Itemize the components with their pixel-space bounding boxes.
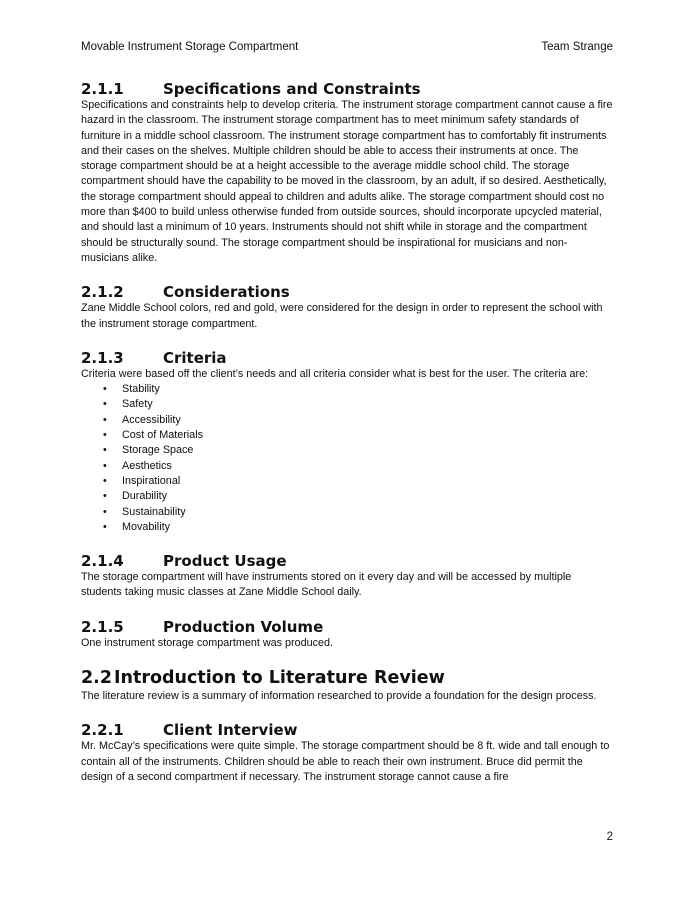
section-number: 2.1.3	[81, 348, 124, 367]
section-body: The literature review is a summary of information researched to provide a foundation for the design process.	[81, 690, 597, 703]
list-item: • Sustainability	[81, 505, 613, 520]
list-item: • Accessibility	[81, 413, 613, 428]
section-2-1-2	[81, 283, 613, 332]
section-heading	[81, 80, 613, 98]
section-title: Considerations	[163, 283, 290, 302]
section-heading	[81, 668, 613, 689]
section-title: Introduction to Literature Review	[114, 668, 445, 689]
section-2-2-1	[81, 721, 613, 785]
page-header	[81, 41, 613, 53]
section-title: Production Volume	[163, 617, 324, 636]
section-number: 2.2.1	[81, 721, 124, 740]
section-heading	[81, 283, 613, 301]
section-2-2	[81, 668, 613, 704]
header-document-title: Movable Instrument Storage Compartment	[81, 41, 299, 53]
page-content	[81, 80, 613, 802]
list-item: • Stability	[81, 382, 613, 397]
list-item: • Aesthetics	[81, 459, 613, 474]
list-item: • Storage Space	[81, 443, 613, 458]
section-heading	[81, 349, 613, 367]
section-number: 2.1.2	[81, 283, 124, 302]
section-body: Zane Middle School colors, red and gold, were considered for the design in order to represent the school with the instrument storage compartment.	[81, 302, 603, 330]
section-heading	[81, 721, 613, 739]
section-body: One instrument storage compartment was produced.	[81, 636, 334, 649]
list-item: • Movability	[81, 520, 613, 535]
section-2-1-4	[81, 552, 613, 601]
list-item: • Cost of Materials	[81, 428, 613, 443]
section-heading	[81, 552, 613, 570]
section-2-1-1	[81, 80, 613, 266]
section-number: 2.2	[81, 668, 113, 689]
page-number: 2	[606, 831, 613, 843]
criteria-list	[81, 382, 613, 535]
list-item: • Safety	[81, 397, 613, 412]
section-title: Criteria	[163, 348, 227, 367]
section-title: Product Usage	[163, 552, 287, 571]
section-2-1-5	[81, 618, 613, 651]
section-2-1-3	[81, 349, 613, 535]
section-body: The storage compartment will have instruments stored on it every day and will be accessed by multiple students taking music classes at Zane Middle School daily.	[81, 571, 572, 599]
section-body: Criteria were based off the client’s needs and all criteria consider what is best for the user. The criteria are:	[81, 367, 589, 380]
section-body: Specifications and constraints help to develop criteria. The instrument storage compartment cannot cause a fire hazard in the classroom. The instrument storage compartment has to meet minimum safety standards of furniture in a middle school classroom. The instrument storage compartment has to comfortably fit instruments and their cases on the shelves. Multiple children should be able to access their instruments at once. The storage compartment should be at a height accessible to the average middle school child. The storage compartment should have the capability to be moved in the classroom, by an adult, if so desired. Aesthetically, the storage compartment should appeal to children and adults alike. The storage compartment should cost no more than $400 to build unless otherwise funded from outside sources, should incorporate upcycled material, and should last a minimum of 10 years. Instruments should not shift while in storage and the compartment should be structurally sound. The storage compartment should be inspirational for musicians and non-musicians alike.	[81, 99, 613, 264]
section-title: Client Interview	[163, 721, 298, 740]
section-number: 2.1.4	[81, 552, 124, 571]
section-heading	[81, 618, 613, 636]
section-title: Specifications and Constraints	[163, 80, 421, 98]
list-item: • Durability	[81, 489, 613, 504]
section-number: 2.1.1	[81, 80, 124, 98]
header-team-name: Team Strange	[541, 41, 613, 53]
section-number: 2.1.5	[81, 617, 124, 636]
list-item: • Inspirational	[81, 474, 613, 489]
section-body: Mr. McCay’s specifications were quite simple. The storage compartment should be 8 ft. wide and tall enough to contain all of the instruments. Children should be able to reach their own instrument. Bruce did permit the design of a second compartment if necessary. The instrument storage cannot cause a fire	[81, 740, 610, 783]
